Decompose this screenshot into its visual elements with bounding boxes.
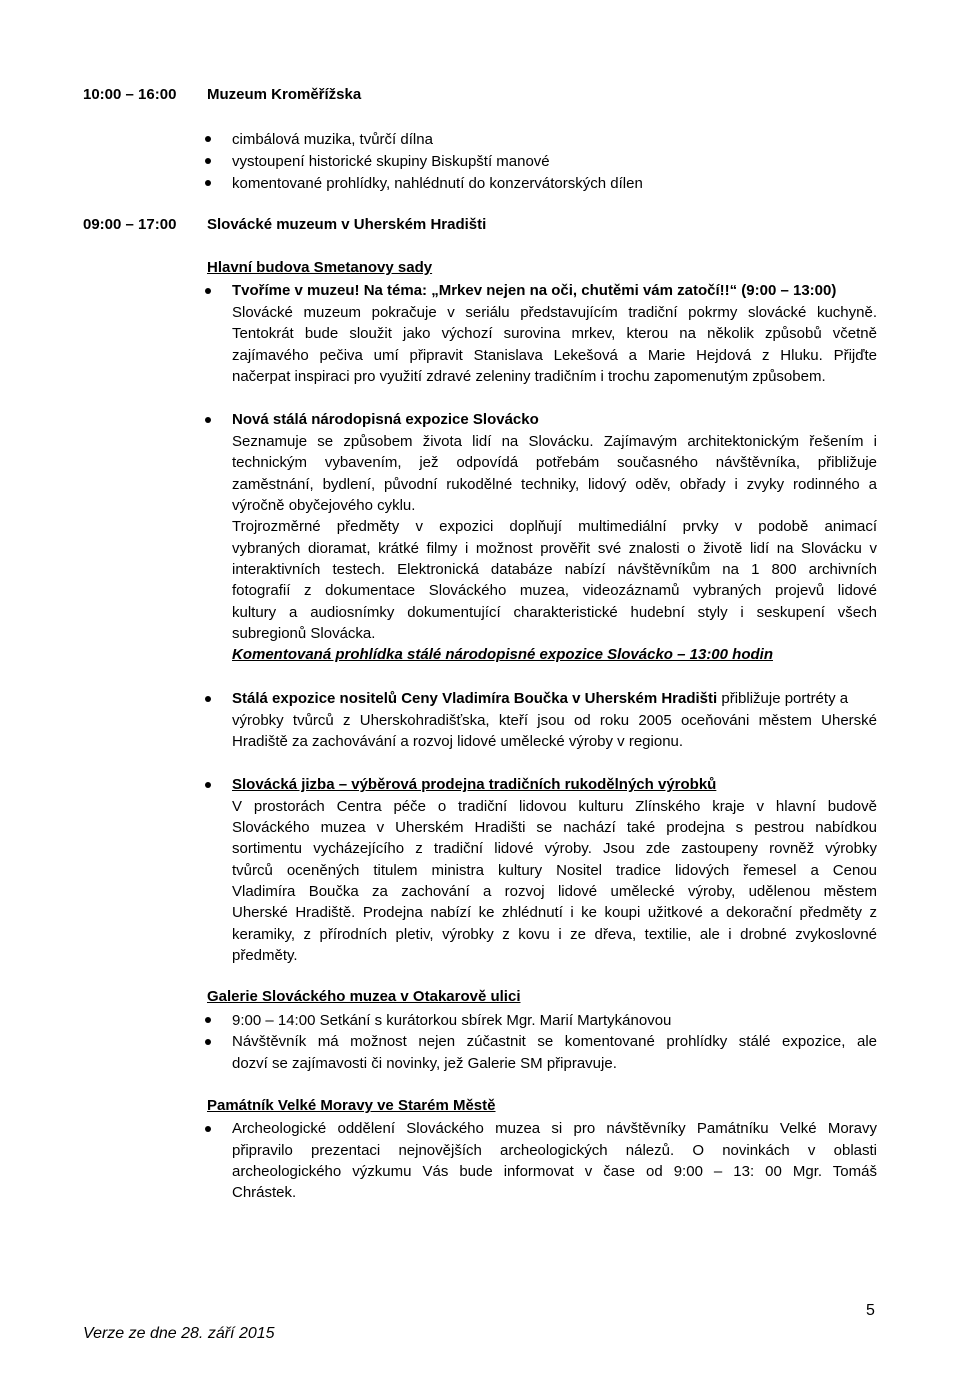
time-range: 10:00 – 16:00 [83, 86, 177, 103]
location-subheading: Památník Velké Moravy ve Starém Městě [207, 1097, 496, 1114]
bullet-icon [205, 158, 211, 164]
paragraph-line: předměty. [232, 947, 298, 964]
paragraph-line: dozví se zajímavosti či novinky, jež Galerie SM připravuje. [232, 1055, 617, 1072]
item-title: Tvoříme v muzeu! Na téma: „Mrkev nejen na oči, chutěmi vám zatočí!!“ (9:00 – 13:00) [232, 282, 837, 299]
paragraph-line: Hradiště za zachovávání a rozvoj lidové umělecké výroby v regionu. [232, 733, 684, 750]
page-number: 5 [866, 1302, 875, 1319]
item-title: Slovácká jizba – výběrová prodejna tradičních rukodělných výrobků [232, 776, 717, 793]
item-first-line [232, 688, 877, 710]
paragraph-line: fotografií z dokumentace Slováckého muzea, videozáznamů vybraných projevů lidové [232, 582, 877, 599]
list-item: cimbálová muzika, tvůrčí dílna [232, 131, 433, 148]
venue-title: Muzeum Kroměřížska [207, 86, 362, 103]
paragraph-line: sortimentu vycházejícího z tradiční lidové výroby. Jsou zde zastoupeny rovněž výrobky [232, 840, 877, 857]
paragraph-text: přibližuje portréty a [717, 690, 849, 707]
paragraph-line: Vladimíra Boučka za zachování a rozvoj lidové umělecké výroby, udělenou městem [232, 883, 877, 900]
bullet-icon [205, 1017, 211, 1023]
bullet-icon [205, 180, 211, 186]
item-title: Stálá expozice nositelů Ceny Vladimíra Boučka v Uherském Hradišti [232, 690, 718, 707]
paragraph-line: interaktivních testech. Elektronická databáze nabízí návštěvníkům na 1 800 archivních [232, 561, 877, 578]
paragraph-line: archeologického výzkumu Vás bude informovat v čase od 9:00 – 13: 00 Mgr. Tomáš [232, 1163, 877, 1180]
version-footer: Verze ze dne 28. září 2015 [83, 1325, 275, 1342]
paragraph-line: vybraných dioramat, krátké filmy i možnost prověřit své znalosti o životě lidí na Slovácku v [232, 540, 877, 557]
location-subheading: Hlavní budova Smetanovy sady [207, 259, 433, 276]
time-range: 09:00 – 17:00 [83, 216, 177, 233]
paragraph-line: Slováckého muzea v Uherském Hradišti se nachází také prodejna s pestrou nabídkou [232, 819, 877, 836]
paragraph-line: zajímavého pečiva umí připravit Stanislava Lekešová a Marie Hejdová z Hluku. Přijďte [232, 347, 877, 364]
paragraph-line: Tentokrát bude sloužit jako výchozí surovina mrkev, kterou na několik způsobů včetně [232, 325, 877, 342]
paragraph-line: Chrástek. [232, 1184, 297, 1201]
bullet-icon [205, 417, 211, 423]
location-subheading: Galerie Slováckého muzea v Otakarově ulici [207, 988, 521, 1005]
bullet-icon [205, 782, 211, 788]
paragraph-line: subregionů Slovácka. [232, 625, 376, 642]
paragraph-line: V prostorách Centra péče o tradiční lidovou kulturu Zlínského kraje v hlavní budově [232, 798, 877, 815]
paragraph-line: výrobky tvůrců z Uherskohradišťska, kteří jsou od roku 2005 oceňováni městem Uherské [232, 712, 877, 729]
paragraph-line: připravilo prezentaci nejnovějších archeologických nálezů. O novinkách v oblasti [232, 1142, 877, 1159]
list-item: vystoupení historické skupiny Biskupští manové [232, 153, 550, 170]
paragraph-line: kultury a audiosnímky dokumentující charakteristické hudební styly i seskupení všech [232, 604, 877, 621]
list-item: komentované prohlídky, nahlédnutí do konzervátorských dílen [232, 175, 643, 192]
paragraph-line: Návštěvník má možnost nejen zúčastnit se komentované prohlídky stálé expozice, ale [232, 1033, 877, 1050]
paragraph-line: technickým vybavením, jež odpovídá potřebám současného návštěvníka, přibližuje [232, 454, 877, 471]
guided-tour-highlight: Komentovaná prohlídka stálé národopisné expozice Slovácko – 13:00 hodin [232, 646, 773, 663]
paragraph-line: Trojrozměrné předměty v expozici doplňují multimediální prvky v podobě animací [232, 518, 877, 535]
paragraph-line: načerpat inspiraci pro využití zdravé zeleniny tradičním i trochu zapomenutým způsobem. [232, 368, 826, 385]
venue-title: Slovácké muzeum v Uherském Hradišti [207, 216, 487, 233]
bullet-icon [205, 288, 211, 294]
bullet-icon [205, 136, 211, 142]
paragraph-line: zaměstnání, bydlení, původní rukodělné techniky, lidový oděv, obřady i zvyky rodinného a [232, 476, 877, 493]
bullet-icon [205, 1039, 211, 1045]
bullet-icon [205, 1126, 211, 1132]
item-title: Nová stálá národopisná expozice Slovácko [232, 411, 539, 428]
paragraph-line: Archeologické oddělení Slováckého muzea si pro návštěvníky Památníku Velké Moravy [232, 1120, 877, 1137]
paragraph-line: keramiky, z přírodních pletiv, výrobky z kovu i ze dřeva, textilie, ale i drobné zvykoslovné [232, 926, 877, 943]
list-item: 9:00 – 14:00 Setkání s kurátorkou sbírek Mgr. Marií Martykánovou [232, 1012, 672, 1029]
paragraph-line: tvůrců oceněných titulem ministra kultury Nositel tradice lidových řemesel a Cenou [232, 862, 877, 879]
paragraph-line: Slovácké muzeum pokračuje v seriálu představujícím tradiční pokrmy slovácké kuchyně. [232, 304, 877, 321]
bullet-icon [205, 696, 211, 702]
paragraph-line: Seznamuje se způsobem života lidí na Slovácku. Zajímavým architektonickým řešením i [232, 433, 877, 450]
paragraph-line: Uherské Hradiště. Prodejna nabízí ke zhlédnutí i ke koupi užitkové a dekorační předměty z [232, 904, 877, 921]
paragraph-line: výročně obyčejového cyklu. [232, 497, 416, 514]
